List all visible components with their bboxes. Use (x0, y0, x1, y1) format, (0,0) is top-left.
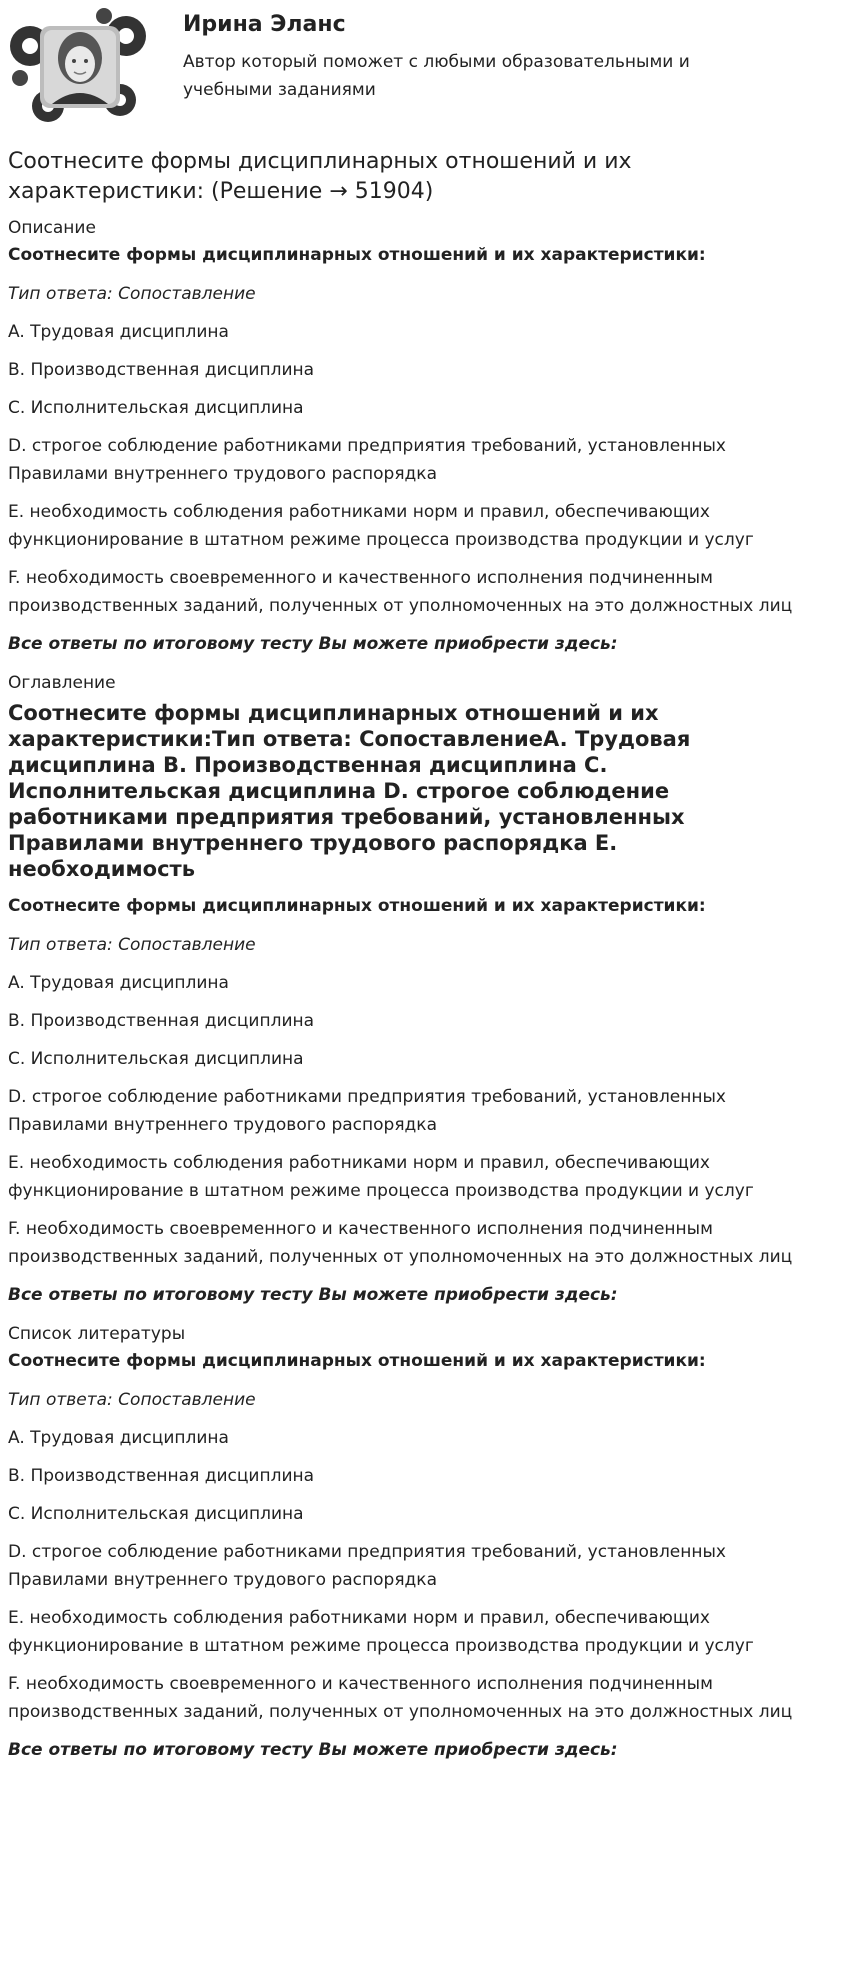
page-title: Соотнесите формы дисциплинарных отношений и их характеристики: (Решение → 51904) (8, 149, 632, 204)
question-title: Соотнесите формы дисциплинарных отношений и их характеристики: (8, 245, 706, 265)
option-e: E. необходимость соблюдения работниками норм и правил, обеспечивающих функционирование в штатном режиме процесса производства продукции и услуг (8, 502, 754, 550)
option-a: A. Трудовая дисциплина (8, 973, 229, 993)
author-description: Автор который поможет с любыми образовательными и учебными заданиями (183, 52, 690, 100)
description-section (8, 215, 808, 658)
option-c: C. Исполнительская дисциплина (8, 1049, 304, 1069)
option-f: F. необходимость своевременного и качественного исполнения подчиненным производственных заданий, полученных от уполномоченных на это должностных лиц (8, 1219, 793, 1267)
option-f: F. необходимость своевременного и качественного исполнения подчиненным производственных заданий, полученных от уполномоченных на это должностных лиц (8, 568, 793, 616)
answer-type: Тип ответа: Сопоставление (8, 935, 256, 955)
option-c: C. Исполнительская дисциплина (8, 398, 304, 418)
answer-type: Тип ответа: Сопоставление (8, 284, 256, 304)
author-name[interactable]: Ирина Эланс (183, 12, 346, 37)
option-e: E. необходимость соблюдения работниками норм и правил, обеспечивающих функционирование в штатном режиме процесса производства продукции и услуг (8, 1153, 754, 1201)
author-card (8, 0, 808, 125)
option-d: D. строгое соблюдение работниками предприятия требований, установленных Правилами внутреннего трудового распорядка (8, 1087, 726, 1135)
purchase-cta: Все ответы по итоговому тесту Вы можете приобрести здесь: (8, 1285, 618, 1305)
question-title: Соотнесите формы дисциплинарных отношений и их характеристики: (8, 896, 706, 916)
description-label: Описание (8, 218, 96, 238)
option-a: A. Трудовая дисциплина (8, 322, 229, 342)
question-title: Соотнесите формы дисциплинарных отношений и их характеристики: (8, 1351, 706, 1371)
option-e: E. необходимость соблюдения работниками норм и правил, обеспечивающих функционирование в штатном режиме процесса производства продукции и услуг (8, 1608, 754, 1656)
toc-label: Оглавление (8, 673, 116, 693)
toc-section (8, 670, 808, 1309)
option-f: F. необходимость своевременного и качественного исполнения подчиненным производственных заданий, полученных от уполномоченных на это должностных лиц (8, 1674, 793, 1722)
purchase-cta: Все ответы по итоговому тесту Вы можете приобрести здесь: (8, 1740, 618, 1760)
author-avatar (8, 8, 148, 123)
bibliography-label: Список литературы (8, 1324, 186, 1344)
toc-heading: Соотнесите формы дисциплинарных отношений и их характеристики:Тип ответа: СопоставлениеA. Трудовая дисциплина B. Производственная дисциплина C. Исполнительская дисциплина D. строгое соблюдение работниками предприятия требований, установленных Правилами внутреннего трудового распорядка E. необходимость (8, 701, 691, 881)
bibliography-section (8, 1321, 808, 1764)
option-d: D. строгое соблюдение работниками предприятия требований, установленных Правилами внутреннего трудового распорядка (8, 436, 726, 484)
option-b: B. Производственная дисциплина (8, 360, 315, 380)
option-b: B. Производственная дисциплина (8, 1011, 315, 1031)
purchase-cta: Все ответы по итоговому тесту Вы можете приобрести здесь: (8, 634, 618, 654)
option-d: D. строгое соблюдение работниками предприятия требований, установленных Правилами внутреннего трудового распорядка (8, 1542, 726, 1590)
page (8, 0, 808, 1776)
option-c: C. Исполнительская дисциплина (8, 1504, 304, 1524)
option-a: A. Трудовая дисциплина (8, 1428, 229, 1448)
answer-type: Тип ответа: Сопоставление (8, 1390, 256, 1410)
option-b: B. Производственная дисциплина (8, 1466, 315, 1486)
